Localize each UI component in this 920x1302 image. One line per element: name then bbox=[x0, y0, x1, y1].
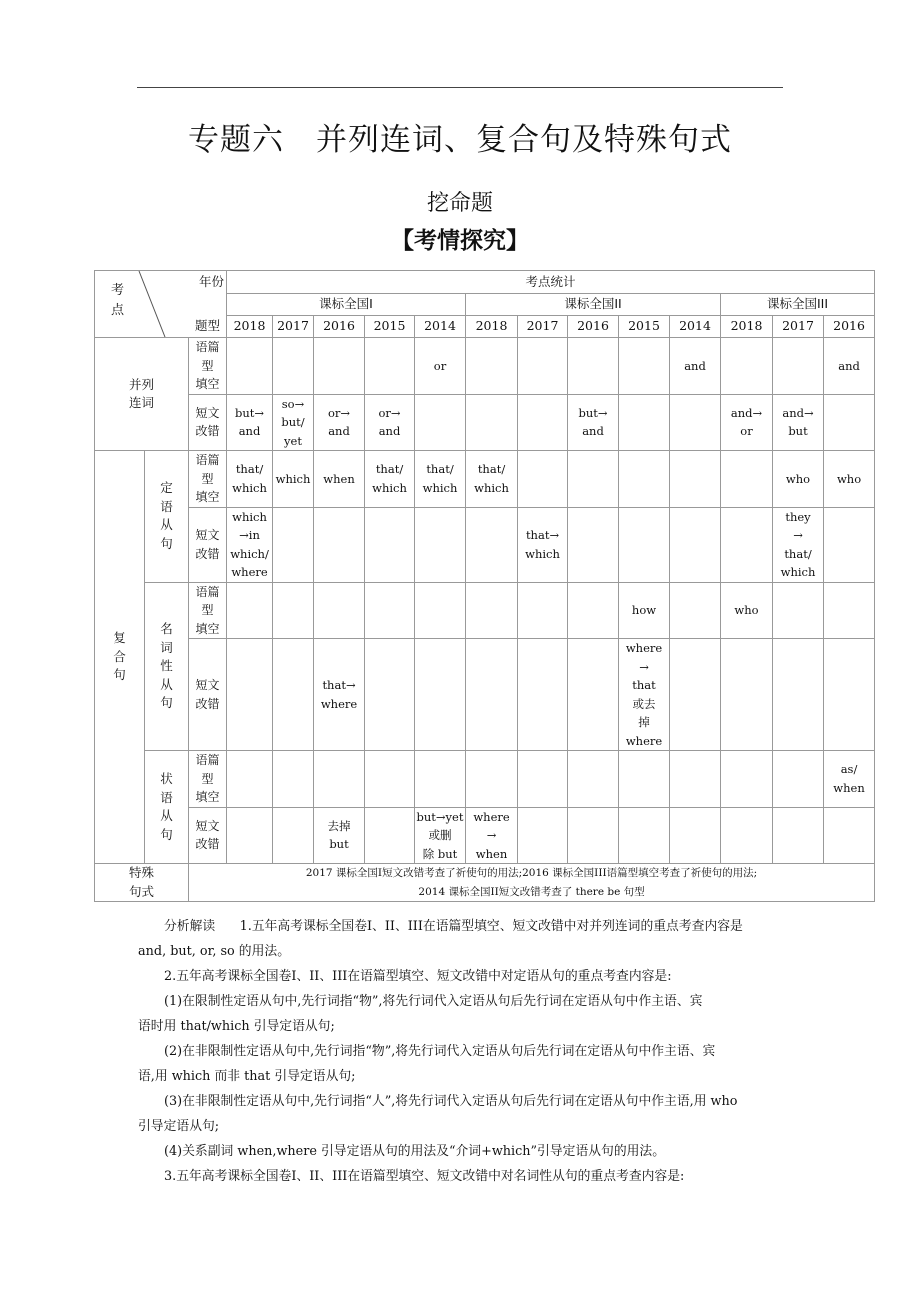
year-header: 2017 bbox=[518, 316, 568, 338]
data-cell: where → that 或去 掉 where bbox=[619, 639, 670, 751]
data-cell: who bbox=[721, 582, 773, 639]
group-header-2: 课标全国II bbox=[466, 294, 721, 316]
data-cell bbox=[365, 639, 415, 751]
analysis-p5: (3)在非限制性定语从句中,先行词指“人”,将先行词代入定语从句后先行词在定语从句中作主语,用 who bbox=[164, 1094, 738, 1109]
analysis-p7: 3.五年高考课标全国卷I、II、III在语篇型填空、短文改错中对名词性从句的重点考查内容是: bbox=[164, 1169, 685, 1184]
data-cell: but→yet 或删 除 but bbox=[415, 807, 466, 864]
data-cell: they → that/ which bbox=[773, 507, 824, 582]
type-duanwen: 短文 改错 bbox=[189, 807, 227, 864]
data-cell bbox=[824, 582, 875, 639]
data-cell bbox=[568, 338, 619, 395]
type-duanwen: 短文 改错 bbox=[189, 639, 227, 751]
year-header: 2018 bbox=[466, 316, 518, 338]
table-corner-cell bbox=[95, 271, 227, 338]
table-row-teshu bbox=[95, 864, 875, 902]
data-cell: that/ which bbox=[365, 451, 415, 508]
analysis-p1b: and, but, or, so 的用法。 bbox=[138, 944, 290, 959]
teshu-note: 2017 课标全国I短文改错考查了祈使句的用法;2016 课标全国III语篇型填空考查了祈使句的用法; 2014 课标全国II短文改错考查了 there be 句型 bbox=[189, 864, 875, 902]
data-cell bbox=[314, 507, 365, 582]
category-binglie: 并列 连词 bbox=[95, 338, 189, 451]
subcategory-mingci: 名 词 性 从 句 bbox=[145, 582, 189, 751]
type-yupian: 语篇 型 填空 bbox=[189, 582, 227, 639]
table-row bbox=[95, 807, 875, 864]
year-header: 2016 bbox=[314, 316, 365, 338]
year-header: 2016 bbox=[568, 316, 619, 338]
data-cell bbox=[824, 394, 875, 451]
data-cell bbox=[314, 582, 365, 639]
header-stats: 考点统计 bbox=[227, 271, 875, 294]
data-cell: or→ and bbox=[365, 394, 415, 451]
data-cell: and→ or bbox=[721, 394, 773, 451]
data-cell bbox=[773, 338, 824, 395]
data-cell bbox=[227, 751, 273, 808]
data-cell bbox=[568, 807, 619, 864]
data-cell bbox=[619, 338, 670, 395]
year-header: 2015 bbox=[619, 316, 670, 338]
analysis-lead: 分析解读 bbox=[164, 919, 216, 934]
analysis-p2: 2.五年高考课标全国卷I、II、III在语篇型填空、短文改错中对定语从句的重点考查内容是: bbox=[164, 969, 672, 984]
year-header: 2017 bbox=[773, 316, 824, 338]
data-cell bbox=[518, 394, 568, 451]
data-cell bbox=[721, 507, 773, 582]
data-cell bbox=[466, 338, 518, 395]
analysis-p4: (2)在非限制性定语从句中,先行词指“物”,将先行词代入定语从句后先行词在定语从句中作主语、宾 bbox=[164, 1044, 716, 1059]
data-cell: where → when bbox=[466, 807, 518, 864]
data-cell bbox=[314, 338, 365, 395]
table-row bbox=[95, 338, 875, 395]
data-cell: that→ which bbox=[518, 507, 568, 582]
table-row bbox=[95, 639, 875, 751]
data-cell bbox=[365, 507, 415, 582]
data-cell: so→ but/ yet bbox=[273, 394, 314, 451]
analysis-p1: 1.五年高考课标全国卷I、II、III在语篇型填空、短文改错中对并列连词的重点考查内容是 bbox=[239, 919, 743, 934]
data-cell bbox=[365, 338, 415, 395]
analysis-section bbox=[138, 914, 786, 1189]
data-cell bbox=[518, 751, 568, 808]
data-cell bbox=[568, 582, 619, 639]
data-cell bbox=[619, 807, 670, 864]
data-cell bbox=[466, 751, 518, 808]
data-cell bbox=[365, 807, 415, 864]
type-duanwen: 短文 改错 bbox=[189, 507, 227, 582]
subcategory-zhuangyu: 状 语 从 句 bbox=[145, 751, 189, 864]
data-cell bbox=[273, 338, 314, 395]
data-cell bbox=[670, 807, 721, 864]
data-cell bbox=[568, 751, 619, 808]
corner-nianfen: 年份 bbox=[199, 274, 225, 289]
data-cell bbox=[466, 639, 518, 751]
data-cell: and bbox=[670, 338, 721, 395]
corner-kaodian: 考 点 bbox=[111, 283, 125, 318]
data-cell bbox=[619, 507, 670, 582]
data-cell: or bbox=[415, 338, 466, 395]
group-header-1: 课标全国I bbox=[227, 294, 466, 316]
data-cell: or→ and bbox=[314, 394, 365, 451]
year-header: 2016 bbox=[824, 316, 875, 338]
analysis-p3b: 语时用 that/which 引导定语从句; bbox=[138, 1019, 335, 1034]
data-cell bbox=[773, 639, 824, 751]
data-cell bbox=[466, 582, 518, 639]
analysis-p4b: 语,用 which 而非 that 引导定语从句; bbox=[138, 1069, 356, 1084]
data-cell bbox=[518, 338, 568, 395]
data-cell: that/ which bbox=[415, 451, 466, 508]
data-cell: but→ and bbox=[568, 394, 619, 451]
data-cell bbox=[773, 807, 824, 864]
data-cell bbox=[670, 639, 721, 751]
data-cell bbox=[619, 751, 670, 808]
data-cell bbox=[721, 639, 773, 751]
page-title: 专题六 并列连词、复合句及特殊句式 bbox=[188, 122, 732, 158]
type-yupian: 语篇 型 填空 bbox=[189, 451, 227, 508]
data-cell bbox=[670, 582, 721, 639]
data-cell: and→ but bbox=[773, 394, 824, 451]
data-cell: that/ which bbox=[227, 451, 273, 508]
data-cell bbox=[670, 451, 721, 508]
data-cell bbox=[670, 751, 721, 808]
analysis-p6: (4)关系副词 when,where 引导定语从句的用法及“介词+which”引导定语从句的用法。 bbox=[164, 1144, 666, 1159]
data-cell: that→ where bbox=[314, 639, 365, 751]
data-cell bbox=[415, 394, 466, 451]
year-header: 2017 bbox=[273, 316, 314, 338]
data-cell bbox=[466, 507, 518, 582]
data-cell bbox=[619, 394, 670, 451]
category-fuhe: 复 合 句 bbox=[95, 451, 145, 864]
data-cell bbox=[773, 751, 824, 808]
data-cell bbox=[773, 582, 824, 639]
data-cell bbox=[365, 582, 415, 639]
data-cell: as/ when bbox=[824, 751, 875, 808]
table-row bbox=[95, 451, 875, 508]
subcategory-dingyu: 定 语 从 句 bbox=[145, 451, 189, 583]
data-cell bbox=[466, 394, 518, 451]
data-cell bbox=[568, 451, 619, 508]
year-header: 2014 bbox=[415, 316, 466, 338]
data-cell bbox=[824, 807, 875, 864]
header-rule bbox=[137, 87, 783, 88]
data-cell bbox=[415, 751, 466, 808]
data-cell: when bbox=[314, 451, 365, 508]
data-cell bbox=[415, 582, 466, 639]
data-cell bbox=[415, 507, 466, 582]
section-heading: 【考情探究】 bbox=[391, 228, 529, 254]
data-cell: how bbox=[619, 582, 670, 639]
data-cell bbox=[568, 507, 619, 582]
data-cell bbox=[824, 507, 875, 582]
data-cell bbox=[518, 582, 568, 639]
corner-tixing: 题型 bbox=[195, 317, 221, 333]
table-row bbox=[95, 582, 875, 639]
data-cell bbox=[721, 807, 773, 864]
data-cell bbox=[273, 582, 314, 639]
data-cell bbox=[415, 639, 466, 751]
data-cell bbox=[518, 639, 568, 751]
table-row bbox=[95, 751, 875, 808]
year-header: 2015 bbox=[365, 316, 415, 338]
data-cell bbox=[227, 582, 273, 639]
analysis-p3: (1)在限制性定语从句中,先行词指“物”,将先行词代入定语从句后先行词在定语从句中作主语、宾 bbox=[164, 994, 703, 1009]
group-header-3: 课标全国III bbox=[721, 294, 875, 316]
data-cell bbox=[721, 751, 773, 808]
data-cell: which bbox=[273, 451, 314, 508]
table-row bbox=[95, 394, 875, 451]
exam-stats-table bbox=[94, 270, 875, 902]
type-yupian: 语篇 型 填空 bbox=[189, 338, 227, 395]
data-cell bbox=[273, 639, 314, 751]
category-teshu: 特殊 句式 bbox=[95, 864, 189, 902]
data-cell bbox=[273, 751, 314, 808]
subtitle: 挖命题 bbox=[426, 191, 493, 216]
year-header: 2018 bbox=[721, 316, 773, 338]
type-duanwen: 短文 改错 bbox=[189, 394, 227, 451]
data-cell bbox=[670, 394, 721, 451]
analysis-p5b: 引导定语从句; bbox=[138, 1119, 220, 1134]
data-cell: and bbox=[824, 338, 875, 395]
data-cell bbox=[824, 639, 875, 751]
data-cell bbox=[568, 639, 619, 751]
data-cell bbox=[273, 507, 314, 582]
data-cell bbox=[227, 639, 273, 751]
data-cell: who bbox=[773, 451, 824, 508]
data-cell bbox=[619, 451, 670, 508]
data-cell: that/ which bbox=[466, 451, 518, 508]
data-cell: which →in which/ where bbox=[227, 507, 273, 582]
data-cell bbox=[314, 751, 365, 808]
data-cell: 去掉 but bbox=[314, 807, 365, 864]
data-cell bbox=[670, 507, 721, 582]
data-cell bbox=[518, 807, 568, 864]
table-row bbox=[95, 507, 875, 582]
data-cell bbox=[273, 807, 314, 864]
data-cell: who bbox=[824, 451, 875, 508]
type-yupian: 语篇 型 填空 bbox=[189, 751, 227, 808]
data-cell bbox=[518, 451, 568, 508]
data-cell bbox=[365, 751, 415, 808]
year-header: 2014 bbox=[670, 316, 721, 338]
data-cell: but→ and bbox=[227, 394, 273, 451]
data-cell bbox=[721, 338, 773, 395]
data-cell bbox=[227, 807, 273, 864]
data-cell bbox=[227, 338, 273, 395]
year-header: 2018 bbox=[227, 316, 273, 338]
data-cell bbox=[721, 451, 773, 508]
